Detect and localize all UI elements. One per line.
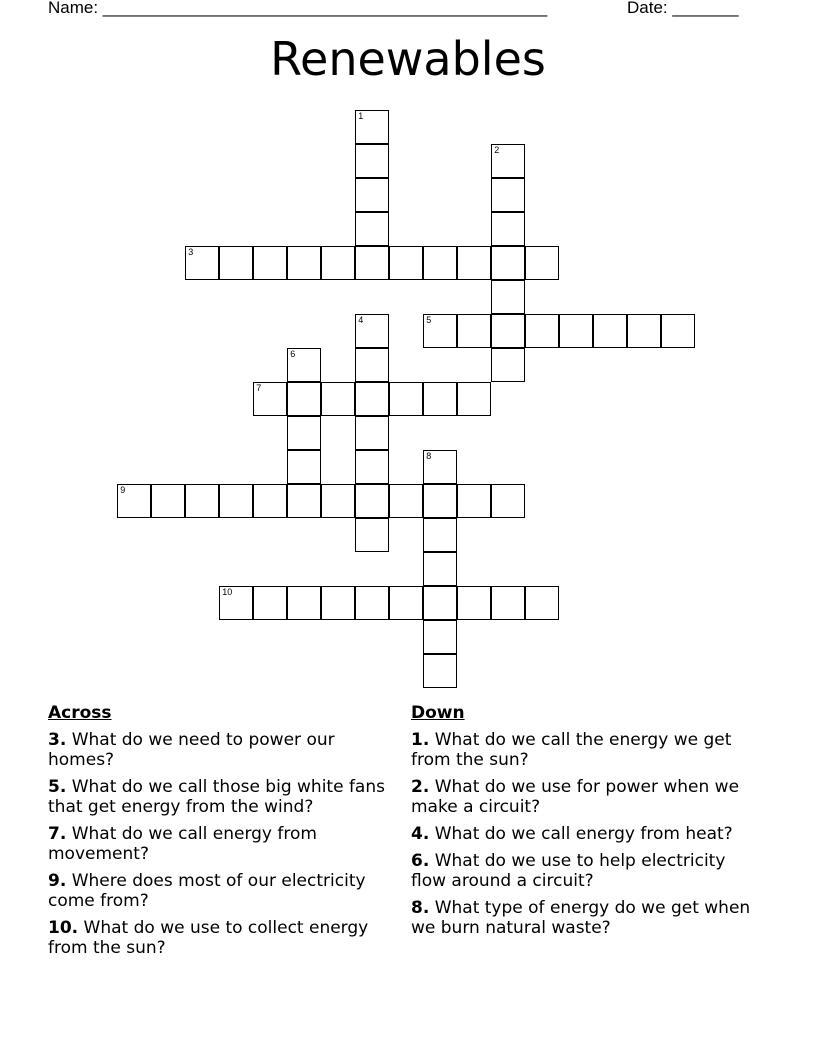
- name-field-line: Name: _______________________________________________: [48, 0, 548, 17]
- grid-cell[interactable]: [185, 484, 219, 518]
- clue-text: What do we need to power our homes?: [48, 730, 335, 770]
- clue-text: What do we call the energy we get from the sun?: [411, 730, 732, 770]
- grid-cell[interactable]: [627, 314, 661, 348]
- grid-cell[interactable]: [287, 416, 321, 450]
- grid-cell[interactable]: [355, 348, 389, 382]
- grid-cell[interactable]: [457, 246, 491, 280]
- grid-cell[interactable]: [253, 382, 287, 416]
- clue-number-label: 5: [426, 315, 432, 326]
- grid-cell[interactable]: [287, 348, 321, 382]
- grid-cell[interactable]: [219, 246, 253, 280]
- clue-across-9: [48, 871, 398, 911]
- grid-cell[interactable]: [355, 246, 389, 280]
- grid-cell[interactable]: [117, 484, 151, 518]
- puzzle-title: Renewables: [270, 32, 546, 86]
- grid-cell[interactable]: [593, 314, 627, 348]
- grid-cell[interactable]: [423, 246, 457, 280]
- clue-number-label: 3: [188, 247, 194, 258]
- grid-cell[interactable]: [355, 518, 389, 552]
- grid-cell[interactable]: [525, 586, 559, 620]
- grid-cell[interactable]: [219, 586, 253, 620]
- grid-cell[interactable]: [287, 586, 321, 620]
- clue-text: Where does most of our electricity come from?: [48, 871, 366, 911]
- grid-cell[interactable]: [151, 484, 185, 518]
- clue-number: 2.: [411, 777, 430, 797]
- clue-down-4: [411, 824, 761, 844]
- grid-cell[interactable]: [355, 416, 389, 450]
- grid-cell[interactable]: [491, 178, 525, 212]
- grid-cell[interactable]: [219, 484, 253, 518]
- grid-cell[interactable]: [321, 586, 355, 620]
- grid-cell[interactable]: [491, 144, 525, 178]
- clue-text: What do we use to help electricity flow around a circuit?: [411, 851, 726, 891]
- grid-cell[interactable]: [457, 484, 491, 518]
- clue-number: 7.: [48, 824, 67, 844]
- clue-number-label: 1: [358, 111, 364, 122]
- grid-cell[interactable]: [355, 484, 389, 518]
- clue-text: What do we call energy from movement?: [48, 824, 317, 864]
- grid-cell[interactable]: [491, 484, 525, 518]
- clue-text: What do we call energy from heat?: [429, 824, 733, 844]
- clue-number-label: 7: [256, 383, 262, 394]
- grid-cell[interactable]: [491, 314, 525, 348]
- grid-cell[interactable]: [355, 212, 389, 246]
- clue-across-5: [48, 777, 398, 817]
- grid-cell[interactable]: [491, 246, 525, 280]
- clue-across-3: [48, 730, 398, 770]
- down-clues: [411, 703, 761, 945]
- clue-down-6: [411, 851, 761, 891]
- down-heading: Down: [411, 703, 465, 723]
- grid-cell[interactable]: [457, 586, 491, 620]
- grid-cell[interactable]: [389, 586, 423, 620]
- grid-cell[interactable]: [355, 110, 389, 144]
- clue-number: 3.: [48, 730, 67, 750]
- clue-down-8: [411, 898, 761, 938]
- clue-across-10: [48, 918, 398, 958]
- grid-cell[interactable]: [253, 246, 287, 280]
- grid-cell[interactable]: [355, 144, 389, 178]
- clue-text: What type of energy do we get when we burn natural waste?: [411, 898, 751, 938]
- grid-cell[interactable]: [389, 246, 423, 280]
- date-field-line: Date: _______: [627, 0, 739, 17]
- grid-cell[interactable]: [423, 518, 457, 552]
- grid-cell[interactable]: [389, 382, 423, 416]
- grid-cell[interactable]: [253, 586, 287, 620]
- clue-number-label: 9: [120, 485, 126, 496]
- grid-cell[interactable]: [525, 246, 559, 280]
- grid-cell[interactable]: [423, 586, 457, 620]
- clue-text: What do we call those big white fans that get energy from the wind?: [48, 777, 385, 817]
- grid-cell[interactable]: [355, 450, 389, 484]
- grid-cell[interactable]: [661, 314, 695, 348]
- clue-number: 10.: [48, 918, 79, 938]
- grid-cell[interactable]: [423, 484, 457, 518]
- grid-cell[interactable]: [423, 654, 457, 688]
- grid-cell[interactable]: [355, 314, 389, 348]
- grid-cell[interactable]: [355, 178, 389, 212]
- grid-cell[interactable]: [423, 620, 457, 654]
- grid-cell[interactable]: [423, 382, 457, 416]
- grid-cell[interactable]: [355, 586, 389, 620]
- grid-cell[interactable]: [287, 484, 321, 518]
- clue-number-label: 8: [426, 451, 432, 462]
- grid-cell[interactable]: [457, 382, 491, 416]
- clue-number-label: 2: [494, 145, 500, 156]
- grid-cell[interactable]: [423, 450, 457, 484]
- grid-cell[interactable]: [287, 382, 321, 416]
- grid-cell[interactable]: [287, 246, 321, 280]
- grid-cell[interactable]: [525, 314, 559, 348]
- grid-cell[interactable]: [185, 246, 219, 280]
- clue-number: 6.: [411, 851, 430, 871]
- grid-cell[interactable]: [321, 246, 355, 280]
- grid-cell[interactable]: [491, 348, 525, 382]
- grid-cell[interactable]: [423, 314, 457, 348]
- clue-number-label: 4: [358, 315, 364, 326]
- clue-number: 9.: [48, 871, 67, 891]
- grid-cell[interactable]: [457, 314, 491, 348]
- clue-number: 8.: [411, 898, 430, 918]
- grid-cell[interactable]: [491, 586, 525, 620]
- clue-number: 1.: [411, 730, 430, 750]
- clue-down-1: [411, 730, 761, 770]
- clue-across-7: [48, 824, 398, 864]
- grid-cell[interactable]: [491, 212, 525, 246]
- grid-cell[interactable]: [321, 484, 355, 518]
- grid-cell[interactable]: [559, 314, 593, 348]
- clue-number: 4.: [411, 824, 430, 844]
- grid-cell[interactable]: [491, 280, 525, 314]
- grid-cell[interactable]: [355, 382, 389, 416]
- grid-cell[interactable]: [423, 552, 457, 586]
- clue-number-label: 10: [222, 587, 233, 598]
- grid-cell[interactable]: [253, 484, 287, 518]
- clue-number-label: 6: [290, 349, 296, 360]
- across-heading: Across: [48, 703, 112, 723]
- clue-number: 5.: [48, 777, 67, 797]
- clue-text: What do we use for power when we make a circuit?: [411, 777, 740, 817]
- clue-down-2: [411, 777, 761, 817]
- grid-cell[interactable]: [287, 450, 321, 484]
- clue-text: What do we use to collect energy from the sun?: [48, 918, 369, 958]
- across-clues: [48, 703, 398, 965]
- grid-cell[interactable]: [321, 382, 355, 416]
- grid-cell[interactable]: [389, 484, 423, 518]
